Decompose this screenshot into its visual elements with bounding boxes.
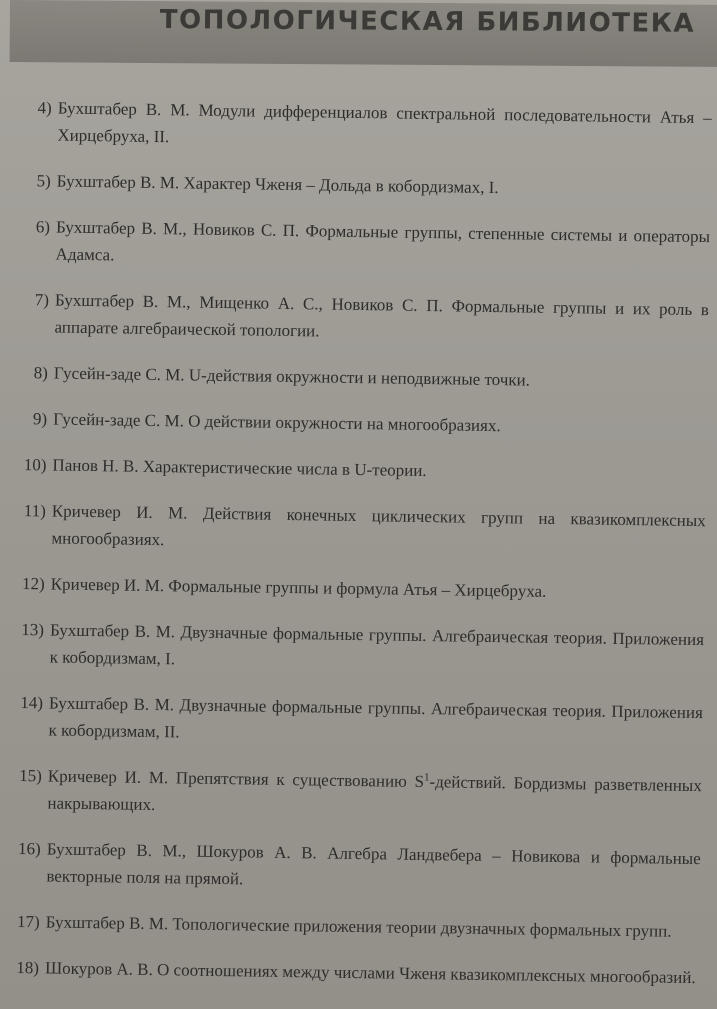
item-number: 7) (34, 290, 50, 310)
list-item (13, 616, 704, 680)
superscript: 1 (423, 771, 430, 784)
item-text (47, 762, 702, 826)
item-text: Бухштабер В. М., Мищенко А. С., Новиков С. П. Формальные группы и их роль в аппарате алгебраической топологии. (54, 290, 710, 341)
list-item (15, 497, 706, 561)
list-item (19, 213, 710, 277)
header-band (10, 0, 717, 67)
list-item (18, 286, 709, 350)
item-number: 11) (23, 501, 46, 521)
item-text: Бухштабер В. М., Новиков С. П. Формальные группы, степенные системы и операторы Адамса. (55, 217, 711, 265)
list-item (15, 570, 705, 607)
list-item (11, 762, 702, 826)
item-text: Бухштабер В. М. Характер Чженя – Дольда в кобордизмах, I. (56, 171, 499, 198)
item-text-post: -действий. Бордизмы разветвленных накрывающих. (47, 772, 702, 815)
item-number: 8) (33, 363, 49, 383)
list-item (9, 954, 699, 991)
list-item (21, 167, 711, 204)
item-text: Бухштабер В. М. Топологические приложения теории двузначных формальных групп. (45, 912, 672, 941)
page-title: ТОПОЛОГИЧЕСКАЯ БИБЛИОТЕКА (159, 5, 696, 39)
item-number: 15) (19, 766, 43, 786)
item-text: Панов Н. В. Характеристические числа в U-теории. (52, 455, 427, 481)
item-number: 4) (37, 98, 52, 118)
item-text: Бухштабер В. М. Двузначные формальные группы. Алгебраическая теория. Приложения к кобордизмам, II. (48, 693, 704, 742)
item-number: 14) (20, 693, 44, 713)
item-number: 16) (17, 839, 41, 859)
item-text: Бухштабер В. М., Шокуров А. В. Алгебра Ландвебера – Новикова и формальные векторные поля на прямой. (46, 839, 701, 889)
list-item (10, 908, 700, 945)
list-item (12, 689, 703, 753)
item-number: 12) (21, 574, 45, 594)
list-item (18, 359, 708, 396)
item-number: 5) (36, 171, 51, 191)
list-item (21, 94, 712, 158)
list-item (17, 405, 707, 442)
item-text-pre: Кричевер И. М. Препятствия к существованию S (47, 766, 425, 792)
item-text: Бухштабер В. М. Двузначные формальные группы. Алгебраическая теория. Приложения к кобордизмам, I. (49, 620, 705, 669)
item-number: 18) (16, 958, 40, 978)
item-text: Гусейн-заде С. М. О действии окружности на многообразиях. (53, 409, 501, 436)
item-text: Гусейн-заде С. М. U-действия окружности и неподвижные точки. (53, 363, 531, 390)
item-number: 13) (21, 620, 45, 640)
item-number: 9) (32, 409, 48, 429)
item-number: 6) (35, 217, 51, 237)
list-item (16, 451, 706, 488)
bibliography-list (9, 94, 712, 1009)
item-text: Кричевер И. М. Действия конечных циклических групп на квазикомплексных многообразиях. (51, 501, 706, 550)
item-text: Кричевер И. М. Формальные группы и формула Атья – Хирцебруха. (50, 574, 547, 601)
list-item (10, 835, 701, 899)
item-text: Бухштабер В. М. Модули дифференциалов спектральной последовательности Атья – Хирцебруха, II. (57, 98, 712, 147)
item-text: Шокуров А. В. О соотношениях между числами Чженя квазикомплексных многообразий. (44, 958, 696, 988)
item-number: 10) (23, 455, 47, 475)
item-number: 17) (16, 912, 40, 932)
